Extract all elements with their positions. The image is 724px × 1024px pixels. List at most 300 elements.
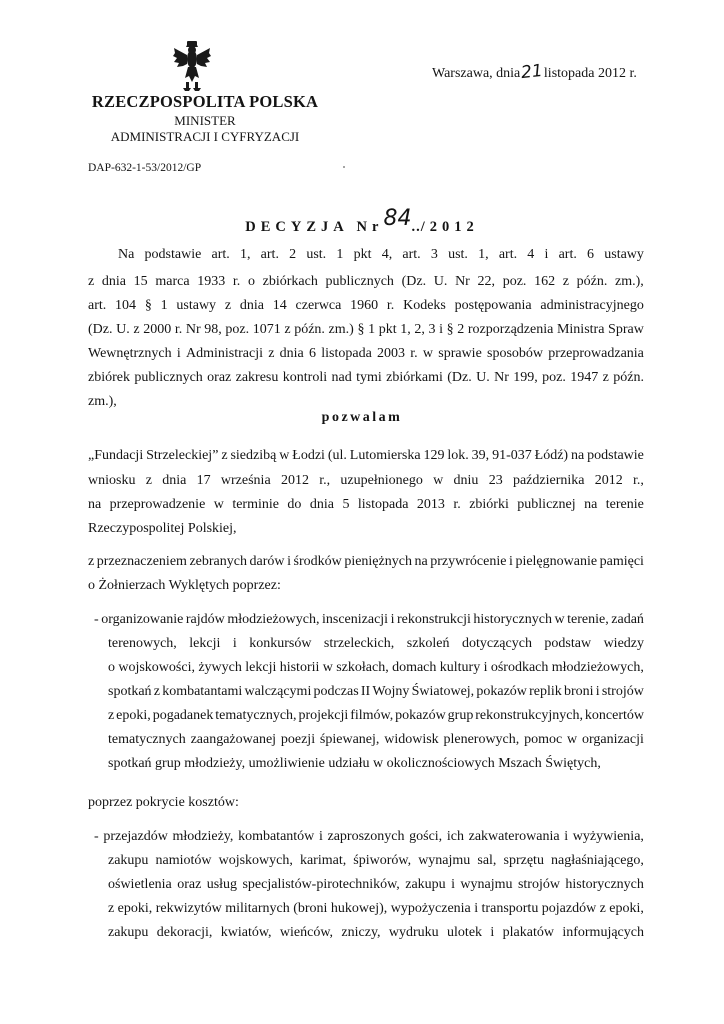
word: września [220, 473, 271, 488]
word: Ministra [556, 322, 605, 337]
word: późn. [576, 274, 608, 289]
word: U. [433, 274, 448, 289]
word: i [451, 877, 455, 892]
word: walczącymi [244, 684, 312, 699]
word: z [133, 322, 140, 337]
word: zakupu [108, 853, 149, 868]
word: domach [392, 660, 437, 675]
word: w [422, 346, 434, 361]
word: tematycznych [108, 732, 186, 747]
word: wieńców, [279, 925, 334, 940]
word: specjalistów-pirotechników, [242, 877, 400, 892]
word: 2, [414, 322, 425, 337]
purpose-list-line [108, 659, 644, 677]
word: Wewnętrznych [88, 346, 172, 361]
word: Nr [455, 274, 470, 289]
word: 98, [204, 322, 222, 337]
date-suffix: listopada 2012 r. [543, 66, 637, 81]
word: 2 [289, 247, 297, 262]
word: rekonstrukcji [397, 612, 471, 627]
word: dnia [309, 497, 334, 512]
word: lekcji [245, 660, 277, 675]
word: pomoc [524, 732, 563, 747]
word: na [571, 448, 585, 463]
word: środków [293, 554, 342, 569]
word: ust. [306, 247, 327, 262]
word: wojskowych, [218, 853, 293, 868]
purpose-list-line [108, 707, 644, 725]
word: wniosku [88, 473, 136, 488]
word: listopada [321, 346, 372, 361]
word: i [490, 925, 495, 940]
scan-speck [343, 166, 345, 168]
ministry-department: ADMINISTRACJI I CYFRYZACJI [110, 129, 300, 144]
word: 2012 [594, 473, 623, 488]
word: zm.), [615, 274, 644, 289]
word: na [584, 497, 598, 512]
word: poz. [542, 370, 566, 385]
word: z [562, 274, 569, 289]
word: oraz [177, 877, 202, 892]
word: art. [498, 247, 518, 262]
word: r. [386, 298, 395, 313]
word: - [94, 829, 99, 844]
word: wypożyczenia [390, 901, 471, 916]
word: 1960 [350, 298, 379, 313]
word: pkt [378, 322, 397, 337]
word: młodzieżowych, [551, 660, 644, 675]
word: 162 [534, 274, 556, 289]
word: r. [174, 322, 183, 337]
word: namiotów [155, 853, 212, 868]
costs-list-line [108, 924, 644, 942]
word: rekwizytów [155, 901, 222, 916]
word: pkt [353, 247, 372, 262]
word: 6 [309, 346, 317, 361]
costs-list-line [108, 876, 644, 894]
word: zakresu [235, 370, 279, 385]
word: epoki, [116, 708, 151, 723]
word: października [512, 473, 585, 488]
word: terenowych, [108, 636, 177, 651]
word: ustawy [604, 247, 644, 262]
word: r. [232, 274, 241, 289]
reference-number: DAP-632-1-53/2012/GP [88, 162, 202, 174]
word: epoki, [117, 901, 153, 916]
handwritten-day: 21 [520, 60, 544, 84]
word: tematycznych, [215, 708, 297, 723]
word: (Dz. [447, 370, 472, 385]
word: r. [410, 346, 418, 361]
word: 22, [477, 274, 496, 289]
word: w [567, 732, 578, 747]
permit-line [88, 447, 644, 465]
word: 17 [196, 473, 211, 488]
word: i [176, 346, 181, 361]
word: przeprowadzania [548, 346, 644, 361]
word: 1 [368, 322, 376, 337]
purpose-list-line: spotkań grup młodzieży, umożliwienie udziału w okolicznościowych Mszach Świętych, [108, 756, 601, 771]
word: młodzieży, [172, 829, 234, 844]
decision-word: pozwalam [321, 410, 403, 425]
word: poezji [280, 732, 316, 747]
ministry-name [88, 113, 322, 145]
word: plakatów [502, 925, 554, 940]
word: organizacji [581, 732, 644, 747]
word: - [94, 612, 99, 627]
word: oraz [207, 370, 232, 385]
word: 1, [239, 247, 251, 262]
word: dekoracji, [156, 925, 213, 940]
document-date [432, 62, 637, 82]
word: Na [118, 247, 135, 262]
word: zbiórkami [386, 370, 443, 385]
word: art. [558, 247, 577, 262]
word: podstaw [544, 636, 592, 651]
word: o [247, 274, 255, 289]
word: plenerowych, [443, 732, 520, 747]
word: lok. [447, 448, 469, 463]
word: zbiórki [469, 497, 509, 512]
word: rajdów [185, 612, 225, 627]
title-prefix: DECYZJA Nr [245, 219, 384, 235]
word: (Dz. [88, 322, 113, 337]
word: U. [476, 370, 490, 385]
word: § [357, 322, 365, 337]
word: militarnych [225, 901, 290, 916]
decision-title [0, 206, 724, 237]
word: 2 [457, 322, 465, 337]
handwritten-decision-number: 84 [383, 206, 412, 231]
word: i [564, 829, 569, 844]
word: siedzibą [230, 448, 277, 463]
word: szkołach, [336, 660, 389, 675]
permit-line: Rzeczypospolitej Polskiej, [88, 521, 237, 536]
minister-title: MINISTER [174, 113, 236, 128]
word: poz. [502, 274, 527, 289]
word: 1 [336, 247, 344, 262]
permit-line [88, 496, 644, 514]
word: Kodeks [403, 298, 446, 313]
word: 6 [587, 247, 595, 262]
word: ustawy [176, 298, 217, 313]
word: hukowej), [330, 901, 388, 916]
word: dnia [279, 346, 304, 361]
word: 4 [527, 247, 535, 262]
word: przejazdów [103, 829, 168, 844]
word: „Fundacji [88, 448, 144, 463]
word: i [318, 829, 323, 844]
word: Strzeleckiej” [146, 448, 219, 463]
word: wiedzy [603, 636, 644, 651]
word: w [279, 448, 290, 463]
word: publicznych [134, 370, 203, 385]
word: zm.) [328, 322, 354, 337]
word: lekcji [189, 636, 221, 651]
word: 3 [430, 247, 438, 262]
word: 15 [133, 274, 148, 289]
word: dnia [239, 298, 264, 313]
legal-basis-line [88, 369, 644, 387]
word: kombatantów [238, 829, 315, 844]
word: z [108, 708, 115, 723]
word: § [144, 298, 152, 313]
title-suffix: /2012 [420, 219, 479, 235]
word: na [88, 497, 102, 512]
word: epoki, [609, 901, 644, 916]
word: Lutomierska [349, 448, 421, 463]
word: szkoleń [406, 636, 450, 651]
word: kombatantami [162, 684, 243, 699]
word: zebranych [189, 554, 247, 569]
word: koncertów [584, 708, 644, 723]
word: 23 [488, 473, 503, 488]
word: strojów [601, 684, 644, 699]
word: i [595, 684, 600, 699]
purpose-list-line [108, 731, 644, 749]
word: z [153, 684, 160, 699]
word: młodzieżowych, [227, 612, 320, 627]
word: ust. [448, 247, 468, 262]
word: usług [206, 877, 238, 892]
word: strojów [517, 877, 560, 892]
word: terenie, [567, 612, 609, 627]
word: gości, [409, 829, 443, 844]
purpose-line [88, 553, 644, 571]
word: r., [319, 473, 331, 488]
word: karimat, [299, 853, 347, 868]
word: wynajmu [460, 877, 513, 892]
word: marca [155, 274, 190, 289]
word: z [221, 448, 228, 463]
word: z [599, 901, 606, 916]
word: wydruku [388, 925, 439, 940]
word: dnia [162, 473, 187, 488]
word: Łodzi [292, 448, 325, 463]
word: do [287, 497, 302, 512]
word: śpiewanej, [319, 732, 380, 747]
word: historii [279, 660, 320, 675]
word: r. [453, 497, 461, 512]
word: terenie [605, 497, 644, 512]
word: organizowanie [101, 612, 184, 627]
word: z [88, 274, 95, 289]
legal-basis-line [88, 297, 644, 315]
word: kontroli [282, 370, 328, 385]
word: zakwaterowania [468, 829, 560, 844]
word: i [439, 322, 443, 337]
word: i [390, 612, 395, 627]
purpose-list-line [108, 683, 644, 701]
word: (broni [293, 901, 328, 916]
word: administracyjnego [540, 298, 644, 313]
word: Nr [494, 370, 509, 385]
word: podstawie [144, 247, 202, 262]
word: dniu [453, 473, 479, 488]
word: filmów, [350, 708, 394, 723]
word: Światowej, [411, 684, 475, 699]
word: poz. [225, 322, 250, 337]
word: podczas [313, 684, 359, 699]
word: art. [88, 298, 107, 313]
word: (Dz. [401, 274, 427, 289]
word: z [88, 554, 95, 569]
word: pojazdów [541, 901, 597, 916]
word: z [108, 901, 115, 916]
word: zniczy, [341, 925, 381, 940]
word: na [414, 554, 428, 569]
word: pieniężnych [344, 554, 412, 569]
word: 3 [428, 322, 436, 337]
word: żywych [198, 660, 242, 675]
word: zbiórek [88, 370, 130, 385]
word: wyżywienia, [572, 829, 644, 844]
word: śpiworów, [353, 853, 412, 868]
word: zakupu [405, 877, 446, 892]
word: i [287, 554, 291, 569]
word: podstawie [587, 448, 644, 463]
word: konkursów [249, 636, 312, 651]
word: historycznych [565, 877, 644, 892]
word: dotyczących [461, 636, 532, 651]
word: zakupu [108, 925, 149, 940]
word: 4, [381, 247, 393, 262]
word: 2000 [143, 322, 172, 337]
word: II [360, 684, 371, 699]
word: 1947 [570, 370, 599, 385]
word: nad [331, 370, 352, 385]
word: darów [249, 554, 285, 569]
word: 1, [400, 322, 411, 337]
word: widowisk [384, 732, 439, 747]
word: pamięci [599, 554, 644, 569]
word: historycznych [473, 612, 552, 627]
word: sal, [477, 853, 497, 868]
word: 104 [115, 298, 137, 313]
word: strzeleckich, [323, 636, 395, 651]
title-dots: .. [411, 219, 421, 235]
word: 199, [513, 370, 538, 385]
word: uzupełnionego [340, 473, 423, 488]
word: sprawie [438, 346, 482, 361]
word: U. [116, 322, 130, 337]
word: i [474, 901, 479, 916]
word: zaproszonych [327, 829, 405, 844]
word: zbiórkach [262, 274, 318, 289]
costs-intro: poprzez pokrycie kosztów: [88, 795, 239, 810]
word: listopada [357, 497, 409, 512]
word: przeznaczeniem [96, 554, 187, 569]
word: 1 [160, 298, 168, 313]
word: 2012 [280, 473, 309, 488]
word: terminie [232, 497, 279, 512]
costs-list-line [108, 852, 644, 870]
word: czerwca [295, 298, 342, 313]
word: i [544, 247, 549, 262]
word: 14 [272, 298, 287, 313]
word: Wojny [372, 684, 410, 699]
word: pogadanek [152, 708, 214, 723]
word: (ul. [327, 448, 347, 463]
legal-basis-line [118, 246, 644, 264]
word: sposobów [487, 346, 544, 361]
word: spotkań [108, 684, 152, 699]
word: zadań [611, 612, 644, 627]
word: projekcji [298, 708, 349, 723]
country-heading: RZECZPOSPOLITA POLSKA [91, 92, 319, 111]
word: w [213, 497, 224, 512]
word: oświetlenia [108, 877, 172, 892]
word: o [108, 660, 115, 675]
word: z [602, 370, 609, 385]
word: rekonstrukcyjnych, [475, 708, 583, 723]
word: Spraw [608, 322, 644, 337]
word: z [268, 346, 275, 361]
word: kultury [439, 660, 481, 675]
word: pielęgnowanie [515, 554, 598, 569]
legal-basis-line: zm.), [88, 394, 117, 409]
word: 5 [342, 497, 350, 512]
word: wynajmu [418, 853, 471, 868]
word: postępowania [454, 298, 532, 313]
word: 129 [423, 448, 445, 463]
word: art. [211, 247, 230, 262]
word: publicznych [325, 274, 394, 289]
word: w [322, 660, 333, 675]
word: i [509, 554, 513, 569]
word: 1, [478, 247, 489, 262]
word: wojskowości, [118, 660, 195, 675]
word: Łódź) [534, 448, 569, 463]
legal-basis-line [88, 345, 644, 363]
word: r., [633, 473, 644, 488]
word: publicznej [517, 497, 576, 512]
costs-list-line [108, 900, 644, 918]
word: ich [446, 829, 464, 844]
word: tymi [356, 370, 382, 385]
word: grup [447, 708, 474, 723]
word: pokazów [476, 684, 527, 699]
word: w [554, 612, 565, 627]
word: przeprowadzenie [109, 497, 206, 512]
word: § [446, 322, 454, 337]
word: inscenizacji [321, 612, 389, 627]
word: przywrócenie [430, 554, 507, 569]
word: 39, [471, 448, 490, 463]
date-prefix: Warszawa, dnia [432, 66, 521, 81]
word: Nr [185, 322, 201, 337]
word: 91-037 [492, 448, 532, 463]
polish-eagle-emblem-icon [172, 40, 212, 92]
word: ośrodkach [490, 660, 549, 675]
word: replik [529, 684, 562, 699]
word: nagłaśniającego, [551, 853, 644, 868]
word: rozporządzenia [467, 322, 554, 337]
word: transportu [481, 901, 539, 916]
permit-line [88, 472, 644, 490]
word: i [483, 660, 488, 675]
word: 1933 [197, 274, 226, 289]
costs-list-line [94, 828, 644, 846]
word: 2013 [416, 497, 445, 512]
word: dnia [101, 274, 126, 289]
purpose-list-line [108, 635, 644, 653]
word: 2003 [377, 346, 406, 361]
word: z [284, 322, 291, 337]
word: art. [402, 247, 421, 262]
word: broni [563, 684, 594, 699]
word: Administracji [185, 346, 263, 361]
